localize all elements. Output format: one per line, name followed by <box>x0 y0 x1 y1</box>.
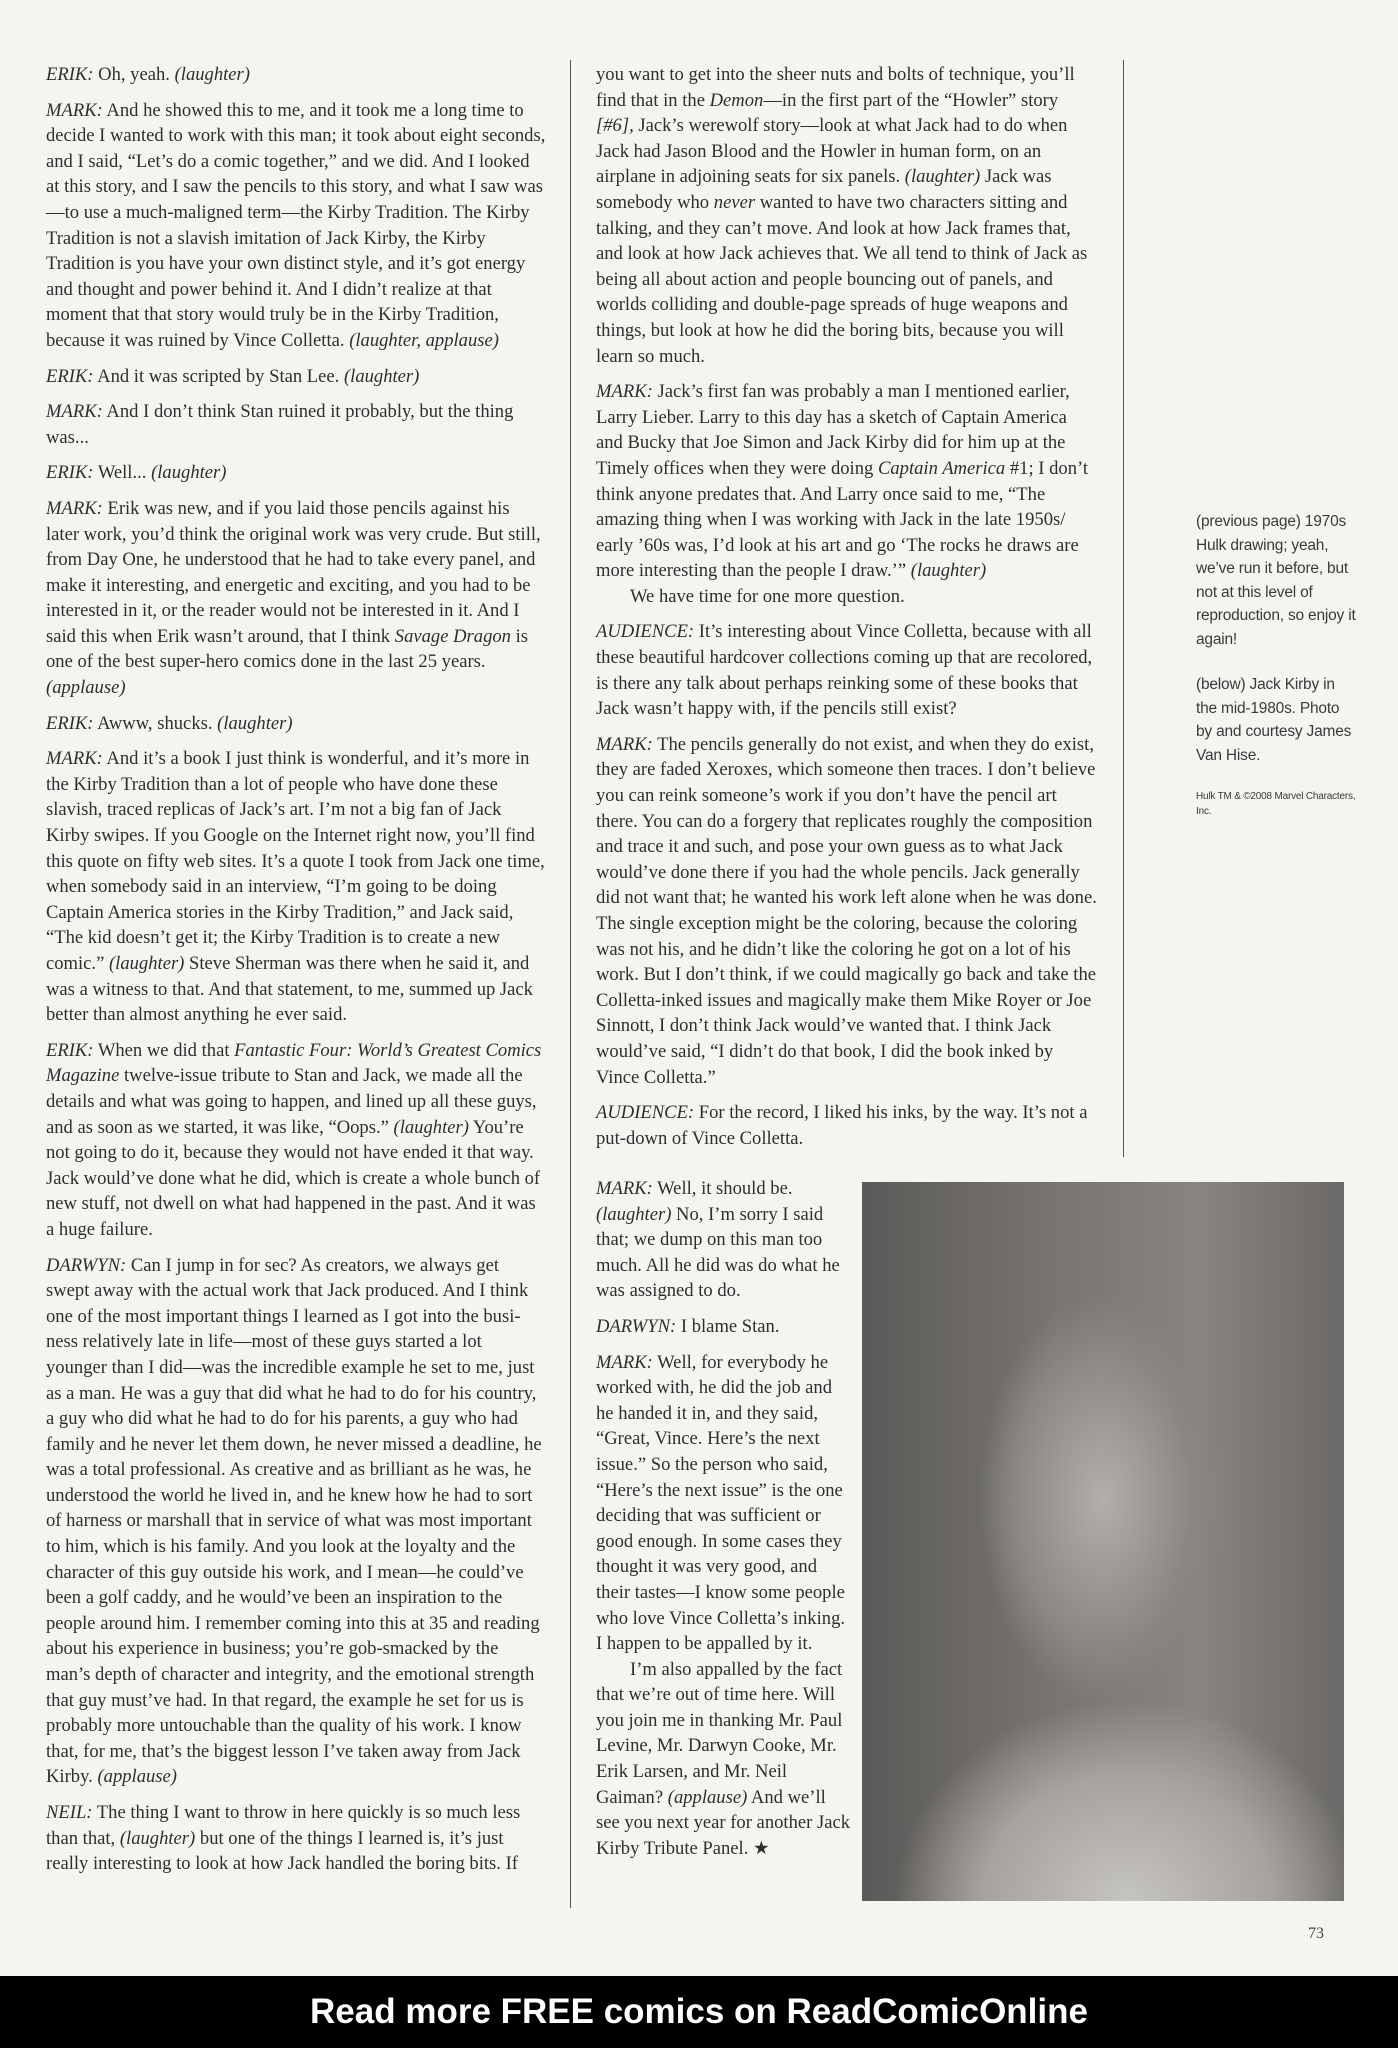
paragraph <box>596 1657 852 1862</box>
text-run: Can I jump in for sec? As creators, we always get swept away with the actual work that Jack produced. And I think one of the most important things I learned as I got into the business relatively late in life—most of these guys started a lot younger than I did—was the incredible example he set to me, just as a man. He was a guy that did what he had to do for his country, a guy who did what he had to do for his parents, a guy who had family and he never let them down, he never missed a deadline, he was a total professional. As creative and as brilliant as he was, he understood the world he lived in, and he knew how he had to sort of harness or marshall that in service of what was most important to him, which is his family. And you look at the loyalty and the character of this guy outside his work, and I mean—he could’ve been a golf caddy, and he would’ve been an inspiration to the people around him. I remember coming into this at 35 and reading about his experience in business; you’re gob-smacked by the man’s depth of character and integrity, and the emotional strength that guy must’ve had. In that regard, the example he set for us is probably more untouchable than the quality of his work. I know that, for me, that’s the biggest lesson I’ve taken away from Jack Kirby. <box>46 1254 542 1788</box>
paragraph <box>596 1314 852 1340</box>
speaker-name: DARWYN: <box>46 1254 127 1276</box>
text-run: The pencils generally do not exist, and when they do exist, they are faded Xeroxes, which someone then traces. I don’t believe you can reink someone’s work if you don’t have the pencil art there. You can do a forgery that replicates roughly the composition and trace it and such, and pose your own guess as to what Jack would’ve done there if you had the whole pencils. Jack generally did not want that; he wanted his work left alone when he was done. The single exception might be the coloring, because the coloring was not his, and he didn’t like the coloring he got on a lot of his work. But I don’t think, if we could magically go back and take the Colletta-inked issues and magically make them Mike Royer or Joe Sinnott, I don’t think Jack would’ve wanted that. I think Jack would’ve said, “I didn’t do that book, I did the book inked by Vince Colletta.” <box>596 733 1097 1088</box>
text-run: It’s interesting about Vince Colletta, because with all these beautiful hardcover collections coming up that are recolored, is there any talk about perhaps reinking some of these books that Jack wasn’t happy with, if the pencils still exist? <box>596 621 1093 720</box>
text-run: never <box>713 191 756 213</box>
text-run: is one of the best super-hero comics done in the last 25 years. <box>46 625 529 673</box>
paragraph <box>46 1253 546 1790</box>
text-run: When we did that <box>93 1039 235 1061</box>
text-run: (laughter) <box>151 462 227 484</box>
speaker-name: ERIK: <box>46 462 94 484</box>
paragraph <box>46 460 546 486</box>
text-run: Captain America <box>877 457 1006 479</box>
article-column-3 <box>596 1176 852 1871</box>
column-divider <box>1123 60 1124 1157</box>
text-run: We have time for one more question. <box>630 585 905 607</box>
paragraph <box>46 1800 546 1877</box>
caption-previous-page: (previous page) 1970s Hulk drawing; yeah, we’ve run it before, but not at this level of reproduction, so enjoy it again! <box>1196 513 1356 648</box>
text-run: (laughter) <box>174 64 250 85</box>
paragraph <box>46 496 546 701</box>
text-run: You’re not going to do it, because they would not have ended it that way. Jack would’ve done what he did, which is create a whole bunch of new stuff, not dwell on what had happened in the past. And it was a huge failure. <box>46 1116 541 1240</box>
text-run: Fantastic Four: World’s Greatest Comics Magazine <box>46 1039 542 1087</box>
text-run: Oh, yeah. <box>93 64 175 85</box>
text-run: And we’ll see you next year for another Jack Kirby Tribute Panel. ★ <box>596 1786 851 1859</box>
text-run: I’m also appalled by the fact that we’re out of time here. Will you join me in thanking Mr. Paul Levine, Mr. Darwyn Cooke, Mr. Erik Larsen, and Mr. Neil Gaiman? <box>596 1658 843 1808</box>
paragraph <box>596 732 1098 1090</box>
text-run: Jack was somebody who <box>596 166 1052 213</box>
speaker-name: ERIK: <box>46 365 94 387</box>
text-run: (laughter) <box>108 953 185 974</box>
text-run: (laughter) <box>343 365 420 387</box>
text-run: #1; I don’t think anyone predates that. And Larry once said to me, “The amazing thing when I was working with Jack in the late 1950s/ early ’60s was, I’d look at his art and go ‘The rocks he draws are more interesting than the people I draw.’” <box>596 457 1089 582</box>
speaker-name: MARK: <box>46 748 103 770</box>
promo-banner[interactable]: Read more FREE comics on ReadComicOnline <box>0 1976 1398 2048</box>
speaker-name: ERIK: <box>46 712 94 734</box>
text-run: you want to get into the sheer nuts and bolts of technique, you’ll find that in the <box>596 64 1075 111</box>
text-run: (laughter) <box>119 1827 196 1849</box>
speaker-name: MARK: <box>46 99 103 121</box>
text-run: Jack’s first fan was probably a man I mentioned earlier, Larry Lieber. Larry to this day has a sketch of Captain America and Bucky that Joe Simon and Jack Kirby did for him up at the Timely offices when they were doing <box>596 381 1070 479</box>
speaker-name: NEIL: <box>46 1802 93 1823</box>
text-run: (applause) <box>46 677 126 699</box>
sidebar-captions <box>1196 510 1356 841</box>
speaker-name: ERIK: <box>46 64 94 85</box>
text-run: Erik was new, and if you laid those pencils against his later work, you’d think the original work was very crude. But still, from Day One, he understood that he had to take every panel, and make it interesting, and energetic and exciting, and you had to be interested in it, or the reader would not be interested in it. And I said this when Erik wasn’t around, that I think <box>46 497 541 647</box>
paragraph <box>46 711 546 737</box>
text-run: twelve-issue tribute to Stan and Jack, we made all the details and what was going to happen, and lined up all these guys, and as soon as we started, it was like, “Oops.” <box>46 1065 537 1138</box>
text-run: Well, for everybody he worked with, he did the job and he handed it in, and they said, “Great, Vince. Here’s the next issue.” So the person who said, “Here’s the next issue” is the one deciding that was sufficient or good enough. In some cases they thought it was very good, and their tastes—I know some people who love Vince Colletta’s inking. I happen to be appalled by it. <box>596 1351 846 1655</box>
paragraph <box>596 584 1098 610</box>
speaker-name: AUDIENCE: <box>596 621 695 643</box>
text-run: And it’s a book I just think is wonderful, and it’s more in the Kirby Tradition than a lot of people who have done these slavish, traced replicas of Jack’s art. I’m not a big fan of Jack Kirby swipes. If you Google on the Internet right now, you’ll find this quote on fifty web sites. It’s a quote I took from Jack one time, when somebody said in an interview, “I’m going to be doing Captain America stories in the Kirby Tradition,” and Jack said, “The kid doesn’t get it; the Kirby Tradition is to create a new comic.” <box>46 748 545 974</box>
text-run: (laughter) <box>910 560 987 582</box>
text-run: (applause) <box>667 1786 748 1808</box>
paragraph <box>46 62 546 88</box>
text-run: Awww, shucks. <box>93 712 218 734</box>
paragraph <box>46 364 546 390</box>
text-run: Well... <box>93 462 152 484</box>
text-run: Well, it should be. <box>652 1178 793 1199</box>
text-run: Demon <box>709 89 764 111</box>
text-run: For the record, I liked his inks, by the way. It’s not a put-down of Vince Colletta. <box>596 1102 1088 1149</box>
article-column-1 <box>46 62 546 1887</box>
text-run: [#6], <box>596 115 634 137</box>
text-run: —in the first part of the “Howler” story <box>763 89 1059 111</box>
paragraph <box>46 98 546 354</box>
text-run: (laughter, applause) <box>349 329 499 351</box>
text-run: The thing I want to throw in here quickly is so much less than that, <box>46 1802 521 1849</box>
text-run: And he showed this to me, and it took me a long time to decide I wanted to work with this man; it took about eight seconds, and I said, “Let’s do a comic together,” and we did. And I looked at this story, and I saw the pencils to this story, and what I saw was—to use a much-maligned term—the Kirby Tradition. The Kirby Tradition is not a slavish imitation of Jack Kirby, the Kirby Tradition is you have your own distinct style, and it’s got energy and thought and power behind it. And I didn’t realize at that moment that that story would truly be in the Kirby Tradition, because it was ruined by Vince Colletta. <box>46 99 546 351</box>
paragraph <box>596 1100 1098 1151</box>
speaker-name: MARK: <box>596 381 653 403</box>
text-run: but one of the things I learned is, it’s just really interesting to look at how Jack handled the boring bits. If <box>46 1827 518 1875</box>
text-run: And it was scripted by Stan Lee. <box>93 365 344 387</box>
speaker-name: MARK: <box>596 1178 653 1199</box>
paragraph <box>596 62 1098 369</box>
text-run: (applause) <box>97 1766 177 1788</box>
text-run: wanted to have two characters sitting and talking, and they can’t move. And look at how Jack frames that, and look at how Jack achieves that. We all tend to think of Jack as being all about action and people bouncing out of panels, and worlds colliding and double-page spreads of huge weapons and things, but look at how he did the boring bits, because you will learn so much. <box>596 191 1088 367</box>
paragraph <box>46 399 546 450</box>
paragraph <box>596 619 1098 721</box>
article-column-2 <box>596 62 1098 1161</box>
paragraph <box>596 379 1098 584</box>
column-divider <box>570 60 571 1908</box>
paragraph <box>596 1350 852 1657</box>
text-run: (laughter) <box>596 1203 672 1225</box>
speaker-name: MARK: <box>596 733 653 755</box>
speaker-name: ERIK: <box>46 1039 94 1061</box>
text-run: (laughter) <box>904 166 981 188</box>
page-number: 73 <box>1308 1925 1324 1942</box>
speaker-name: DARWYN: <box>596 1315 677 1337</box>
paragraph <box>596 1176 852 1304</box>
text-run: I blame Stan. <box>676 1315 780 1337</box>
speaker-name: MARK: <box>46 497 103 519</box>
speaker-name: MARK: <box>46 401 103 423</box>
text-run: And I don’t think Stan ruined it probably, but the thing was... <box>46 401 514 448</box>
text-run: (laughter) <box>393 1116 469 1138</box>
speaker-name: AUDIENCE: <box>596 1102 695 1124</box>
copyright-credit: Hulk TM & ©2008 Marvel Characters, Inc. <box>1196 791 1356 817</box>
text-run: Jack’s werewolf story—look at what Jack had to do when Jack had Jason Blood and the Howler in human form, on an airplane in adjoining seats for six panels. <box>596 115 1068 188</box>
text-run: Savage Dragon <box>394 625 511 647</box>
text-run: No, I’m sorry I said that; we dump on this man too much. All he did was do what he was assigned to do. <box>596 1203 840 1302</box>
paragraph <box>46 1038 546 1243</box>
paragraph <box>46 746 546 1028</box>
jack-kirby-photo <box>862 1182 1344 1901</box>
caption-photo: (below) Jack Kirby in the mid-1980s. Photo by and courtesy James Van Hise. <box>1196 676 1352 764</box>
speaker-name: MARK: <box>596 1351 653 1373</box>
text-run: Steve Sherman was there when he said it, and was a witness to that. And that statement, to me, summed up Jack better than almost anything he ever said. <box>46 953 533 1026</box>
text-run: (laughter) <box>217 712 293 734</box>
